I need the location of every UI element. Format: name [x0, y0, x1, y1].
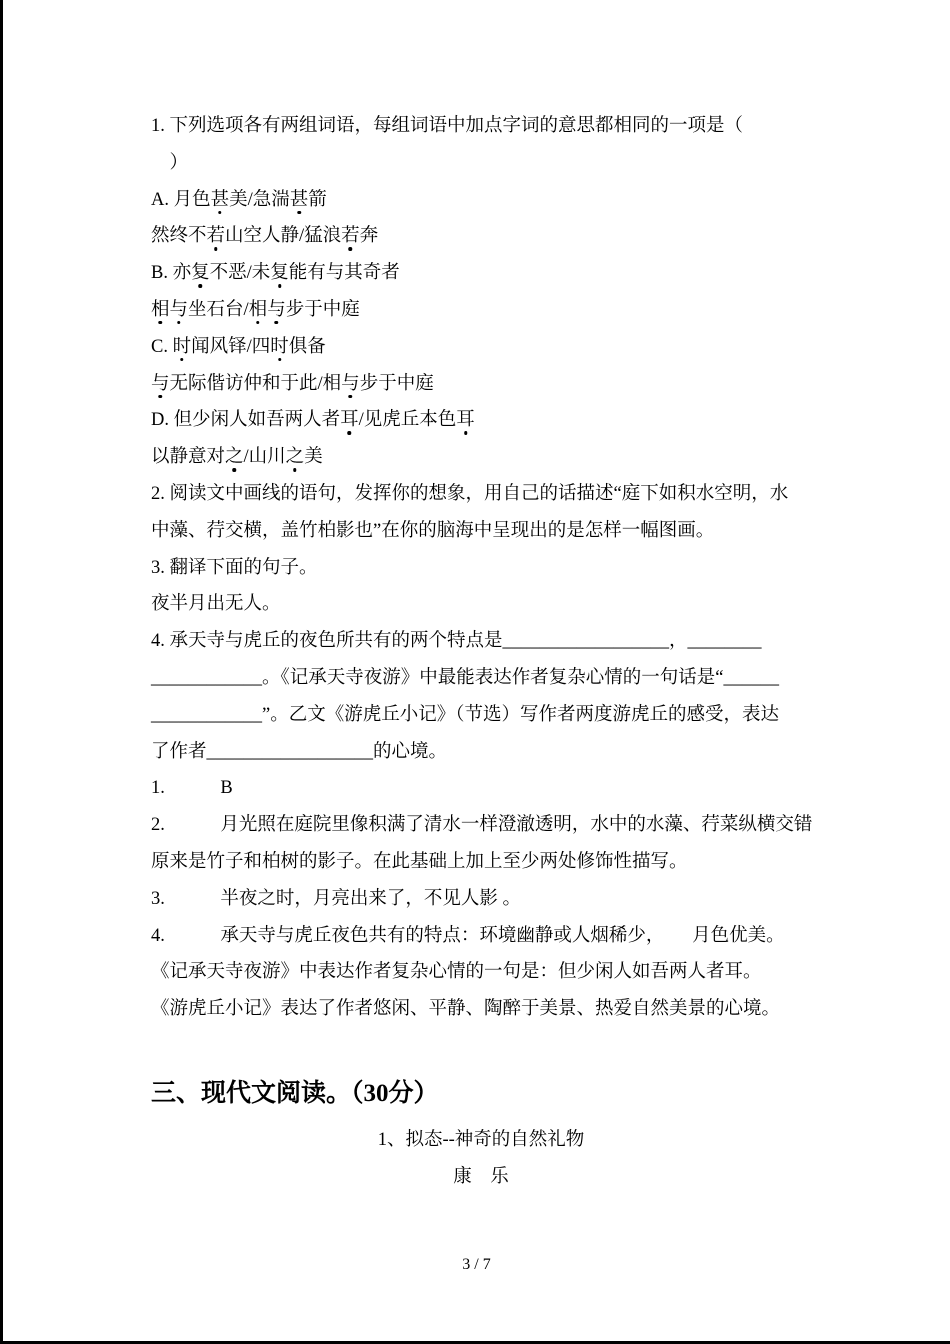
text-line: ____________。《记承天寺夜游》中最能表达作者复杂心情的一句话是“______ — [151, 667, 779, 688]
text-line: C. 时闻风铎/四时俱备 — [151, 336, 326, 357]
text-line: 夜半月出无人。 — [151, 594, 281, 615]
text-line: D. 但少闲人如吾两人者耳/见虎丘本色耳 — [151, 410, 475, 431]
emphasized-char: 复 — [191, 263, 210, 284]
page-number: 3 / 7 — [462, 1256, 491, 1273]
text-line: 与无际偕访仲和于此/相与步于中庭 — [151, 373, 434, 394]
emphasized-char: 相 — [151, 299, 170, 320]
text-line: 3. 半夜之时，月亮出来了，不见人影 。 — [151, 888, 522, 909]
emphasized-char: 复 — [270, 263, 289, 284]
text-line: 2. 月光照在庭院里像积满了清水一样澄澈透明，水中的水藻、荇菜纵横交错 — [151, 815, 813, 836]
emphasized-char: 若 — [206, 226, 226, 247]
emphasized-char: 甚 — [210, 189, 230, 210]
text-line: 相与坐石台/相与步于中庭 — [151, 299, 360, 320]
text-line: B. 亦复不恶/未复能有与其奇者 — [151, 263, 400, 284]
emphasized-char: 之 — [225, 447, 244, 468]
exam-content — [151, 0, 811, 1196]
emphasized-char: 若 — [341, 226, 360, 247]
text-line: ____________”。乙文《游虎丘小记》（节选）写作者两度游虎丘的感受，表达 — [151, 704, 779, 725]
text-line: 1. 下列选项各有两组词语，每组词语中加点字词的意思都相同的一项是（ — [151, 116, 744, 136]
emphasized-char: 与 — [341, 373, 360, 394]
text-line: 1. B — [151, 778, 233, 799]
section-heading: 三、现代文阅读。（30分） — [151, 1079, 439, 1107]
text-line: 《记承天寺夜游》中表达作者复杂心情的一句是：但少闲人如吾两人者耳。 — [151, 962, 762, 983]
text-line: 原来是竹子和柏树的影子。在此基础上加上至少两处修饰性描写。 — [151, 851, 688, 872]
text-line: 《游虎丘小记》表达了作者悠闲、平静、陶醉于美景、热爱自然美景的心境。 — [151, 999, 781, 1020]
emphasized-char: 相 — [248, 299, 268, 320]
article-title: 1、拟态--神奇的自然礼物 — [377, 1129, 585, 1150]
emphasized-char: 甚 — [289, 189, 309, 210]
text-line: ） — [151, 152, 189, 173]
text-line: 了作者__________________的心境。 — [151, 741, 448, 762]
text-line: 以静意对之/山川之美 — [151, 447, 323, 468]
text-line: 然终不若山空人静/猛浪若奔 — [151, 226, 379, 247]
text-line: 中藻、荇交横，盖竹柏影也”在你的脑海中呈现出的是怎样一幅图画。 — [151, 520, 715, 541]
emphasized-char: 时 — [270, 336, 289, 357]
article-author: 康 乐 — [453, 1166, 509, 1187]
emphasized-char: 与 — [151, 373, 170, 394]
emphasized-char: 与 — [169, 299, 189, 320]
text-line: 4. 承天寺与虎丘夜色共有的特点：环境幽静或人烟稀少， 月色优美。 — [151, 925, 785, 946]
emphasized-char: 耳 — [456, 410, 475, 431]
emphasized-char: 耳 — [340, 410, 359, 431]
question-and-answer-lines — [151, 108, 811, 1028]
text-line: 4. 承天寺与虎丘的夜色所共有的两个特点是__________________，________ — [151, 631, 762, 652]
emphasized-char: 时 — [172, 336, 192, 357]
text-line: 3. 翻译下面的句子。 — [151, 557, 318, 578]
text-line: 2. 阅读文中画线的语句，发挥你的想象，用自己的话描述“庭下如积水空明，水 — [151, 483, 789, 504]
text-line: A. 月色甚美/急湍甚箭 — [151, 189, 327, 210]
emphasized-char: 之 — [285, 447, 305, 468]
emphasized-char: 与 — [267, 299, 286, 320]
